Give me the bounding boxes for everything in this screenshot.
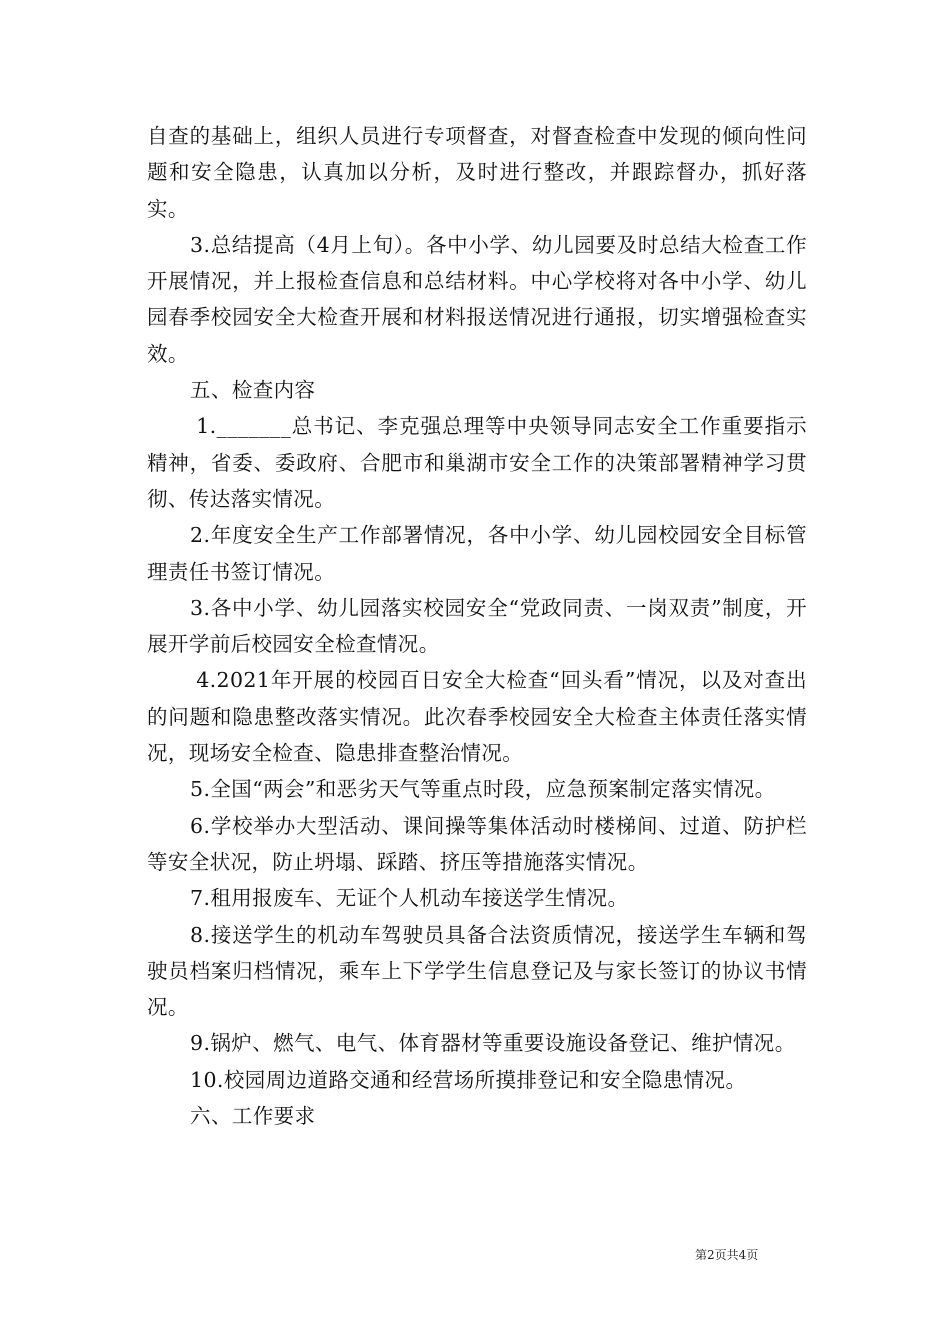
paragraph-1: 自查的基础上，组织人员进行专项督查，对督查检查中发现的倾向性问题和安全隐患，认真加以分析，及时进行整改，并跟踪督办，抓好落实。 bbox=[147, 124, 807, 221]
check-item-10: 10.校园周边道路交通和经营场所摸排登记和安全隐患情况。 bbox=[190, 1067, 747, 1092]
paragraph-2: 3.总结提高（4月上旬）。各中小学、幼儿园要及时总结大检查工作开展情况，并上报检查信息和总结材料。中心学校将对各中小学、幼儿园春季校园安全大检查开展和材料报送情况进行通报，切实增强检查实效。 bbox=[147, 232, 807, 366]
check-item-2: 2.年度安全生产工作部署情况，各中小学、幼儿园校园安全目标管理责任书签订情况。 bbox=[147, 523, 807, 584]
check-item-4: 4.2021年开展的校园百日安全大检查“回头看”情况，以及对查出的问题和隐患整改落实情况。此次春季校园安全大检查主体责任落实情况，现场安全检查、隐患排查整治情况。 bbox=[147, 668, 807, 766]
section-heading-6: 六、工作要求 bbox=[190, 1104, 316, 1129]
page-number: 第2页共4页 bbox=[695, 1248, 759, 1262]
document-body bbox=[147, 118, 807, 1134]
check-item-5: 5.全国“两会”和恶劣天气等重点时段，应急预案制定落实情况。 bbox=[190, 777, 776, 802]
check-item-8: 8.接送学生的机动车驾驶员具备合法资质情况，接送学生车辆和驾驶员档案归档情况，乘车上下学学生信息登记及与家长签订的协议书情况。 bbox=[147, 922, 807, 1020]
check-item-6: 6.学校举办大型活动、课间操等集体活动时楼梯间、过道、防护栏等安全状况，防止坍塌、踩踏、挤压等措施落实情况。 bbox=[147, 813, 807, 874]
check-item-3: 3.各中小学、幼儿园落实校园安全“党政同责、一岗双责”制度，开展开学前后校园安全检查情况。 bbox=[147, 595, 807, 657]
check-item-1: 1._______总书记、李克强总理等中央领导同志安全工作重要指示精神，省委、委政府、合肥市和巢湖市安全工作的决策部署精神学习贯彻、传达落实情况。 bbox=[147, 414, 807, 511]
section-heading-5: 五、检查内容 bbox=[190, 378, 316, 403]
check-item-9: 9.锅炉、燃气、电气、体育器材等重要设施设备登记、维护情况。 bbox=[190, 1031, 796, 1056]
check-item-7: 7.租用报废车、无证个人机动车接送学生情况。 bbox=[190, 886, 629, 911]
